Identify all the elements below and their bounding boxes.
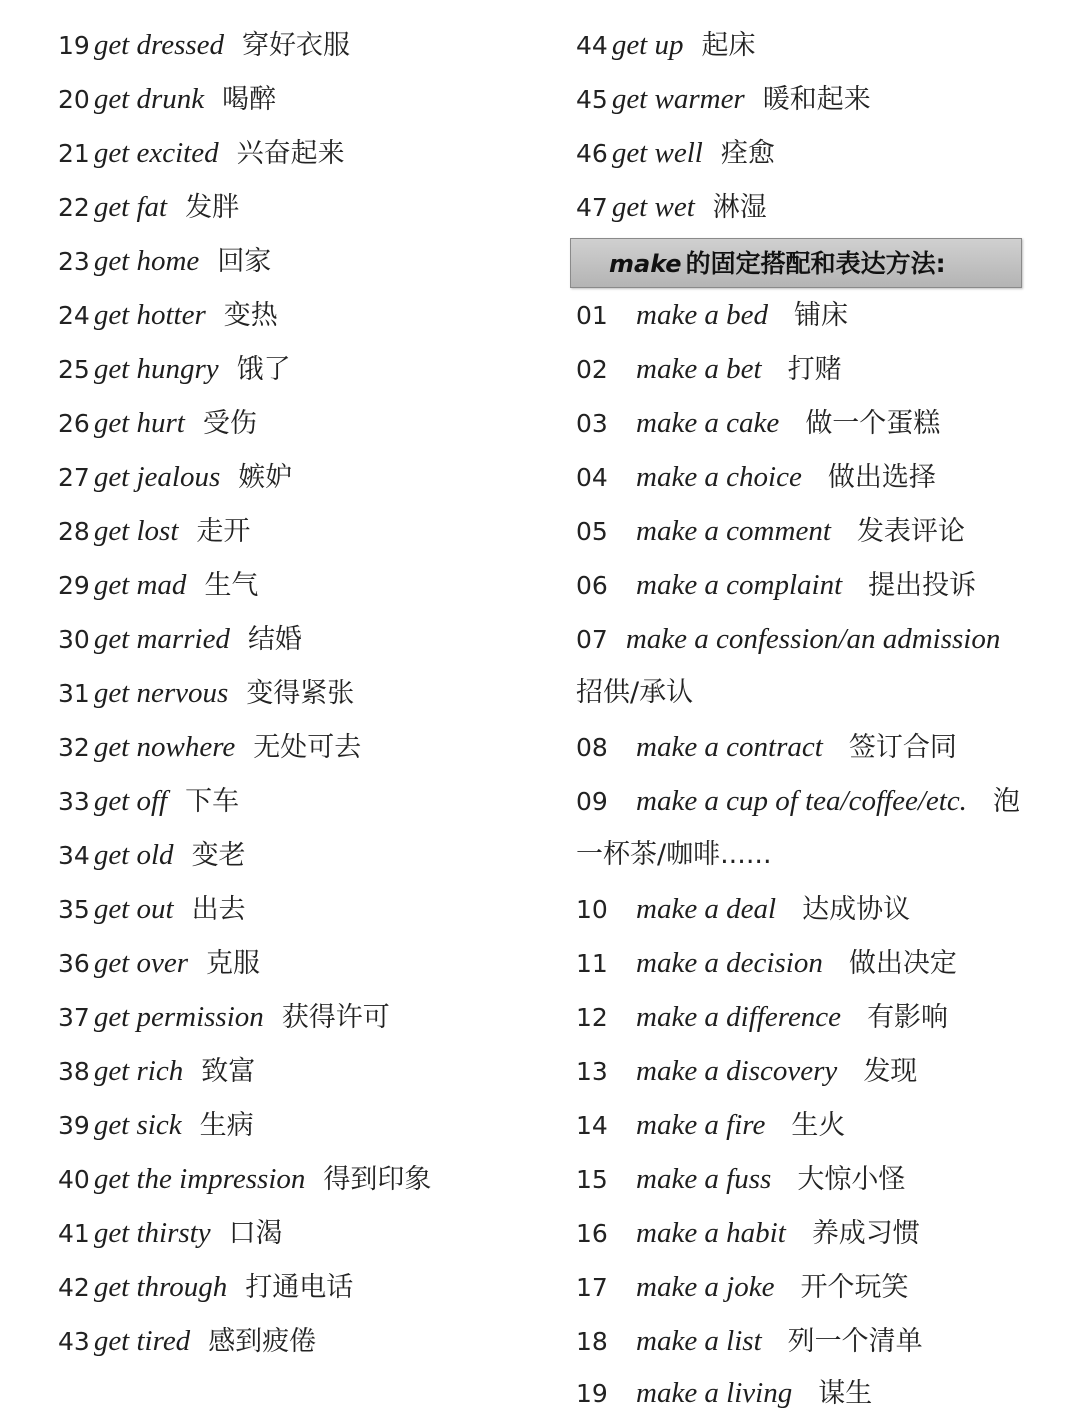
- item-translation: 得到印象: [323, 1164, 432, 1195]
- item-phrase: get mad: [93, 569, 187, 601]
- item-phrase: get out: [93, 893, 174, 925]
- item-number: 10: [576, 895, 608, 924]
- item-number: 43: [58, 1327, 90, 1356]
- item-translation: 谋生: [818, 1378, 873, 1409]
- item-translation: 走开: [196, 516, 251, 547]
- list-item: [58, 450, 292, 504]
- list-item: [576, 1152, 905, 1206]
- item-number: 08: [576, 733, 608, 762]
- item-number: 47: [576, 193, 608, 222]
- item-translation: 获得许可: [281, 1002, 390, 1033]
- list-item: [576, 450, 936, 504]
- item-translation: 提出投诉: [868, 570, 977, 601]
- item-number: 02: [576, 355, 608, 384]
- item-phrase: make a choice: [636, 461, 802, 493]
- item-number: 22: [58, 193, 90, 222]
- item-translation: 签订合同: [848, 732, 957, 763]
- item-phrase: get hungry: [93, 353, 219, 385]
- list-item: [576, 1206, 920, 1260]
- item-phrase: get over: [93, 947, 189, 979]
- item-number: 32: [58, 733, 90, 762]
- list-item: [58, 774, 239, 828]
- item-phrase: get dressed: [93, 29, 225, 61]
- item-number: 16: [576, 1219, 608, 1248]
- item-continuation: [576, 828, 772, 882]
- list-item: [576, 1044, 917, 1098]
- list-item: [58, 504, 250, 558]
- item-translation: 打赌: [787, 354, 842, 385]
- item-phrase: make a contract: [636, 731, 823, 763]
- list-item: [58, 558, 258, 612]
- item-phrase: make a fuss: [636, 1163, 772, 1195]
- item-translation: 养成习惯: [811, 1218, 920, 1249]
- item-phrase: make a complaint: [636, 569, 843, 601]
- list-item: [58, 612, 302, 666]
- list-item: [576, 1314, 923, 1368]
- item-number: 13: [576, 1057, 608, 1086]
- item-number: 41: [58, 1219, 90, 1248]
- item-translation: 无处可去: [253, 732, 362, 763]
- list-item: [576, 720, 957, 774]
- item-number: 04: [576, 463, 608, 492]
- item-phrase: get nervous: [93, 677, 229, 709]
- item-phrase: get hotter: [93, 299, 206, 331]
- item-number: 05: [576, 517, 608, 546]
- list-item: [576, 126, 775, 180]
- list-item: [58, 288, 278, 342]
- list-item: [58, 1098, 254, 1152]
- item-number: 12: [576, 1003, 608, 1032]
- item-phrase: get thirsty: [93, 1217, 211, 1249]
- item-translation: 口渴: [228, 1218, 283, 1249]
- item-phrase: get up: [611, 29, 684, 61]
- item-translation: 暖和起来: [762, 84, 871, 115]
- item-translation: 穿好衣服: [242, 30, 351, 61]
- list-item: [576, 180, 767, 234]
- item-phrase: get tired: [93, 1325, 191, 1357]
- item-translation: 起床: [701, 30, 756, 61]
- section-keyword: make: [609, 250, 682, 278]
- list-item: [58, 1260, 353, 1314]
- item-translation: 列一个清单: [787, 1326, 923, 1357]
- item-number: 31: [58, 679, 90, 708]
- item-translation: 饿了: [236, 354, 291, 385]
- item-number: 18: [576, 1327, 608, 1356]
- item-phrase: get off: [93, 785, 168, 817]
- item-phrase: get sick: [93, 1109, 182, 1141]
- item-number: 01: [576, 301, 608, 330]
- item-number: 46: [576, 139, 608, 168]
- item-translation: 克服: [206, 948, 261, 979]
- list-item: [58, 180, 239, 234]
- item-translation: 淋湿: [712, 192, 767, 223]
- item-number: 28: [58, 517, 90, 546]
- item-number: 29: [58, 571, 90, 600]
- item-number: 35: [58, 895, 90, 924]
- item-number: 23: [58, 247, 90, 276]
- item-phrase: get jealous: [93, 461, 221, 493]
- list-item: [576, 990, 948, 1044]
- item-number: 38: [58, 1057, 90, 1086]
- item-number: 42: [58, 1273, 90, 1302]
- list-item: [58, 396, 257, 450]
- item-translation: 喝醉: [222, 84, 277, 115]
- list-item: [576, 882, 910, 936]
- item-translation: 大惊小怪: [797, 1164, 906, 1195]
- list-item: [58, 1044, 255, 1098]
- list-item: [58, 882, 246, 936]
- section-title: 的固定搭配和表达方法:: [685, 249, 946, 278]
- list-item: [576, 1098, 845, 1152]
- item-translation-continuation: 一杯茶/咖啡......: [576, 839, 772, 870]
- list-item: [576, 1260, 909, 1314]
- item-number: 27: [58, 463, 90, 492]
- list-item: [58, 666, 354, 720]
- item-number: 39: [58, 1111, 90, 1140]
- item-continuation: [576, 666, 693, 720]
- item-translation: 生气: [204, 570, 259, 601]
- list-item: [58, 720, 361, 774]
- list-item: [58, 342, 291, 396]
- item-number: 37: [58, 1003, 90, 1032]
- item-phrase: get through: [93, 1271, 228, 1303]
- item-translation: 生病: [199, 1110, 254, 1141]
- item-phrase: make a bed: [636, 299, 769, 331]
- item-phrase: get warmer: [611, 83, 745, 115]
- list-item: [576, 774, 1020, 828]
- item-phrase: get excited: [93, 137, 219, 169]
- item-translation: 打通电话: [245, 1272, 354, 1303]
- list-item: [576, 18, 756, 72]
- item-phrase: make a discovery: [636, 1055, 838, 1087]
- item-number: 34: [58, 841, 90, 870]
- item-number: 26: [58, 409, 90, 438]
- item-translation: 下车: [185, 786, 240, 817]
- item-translation: 变老: [191, 840, 246, 871]
- item-translation: 达成协议: [802, 894, 911, 925]
- item-phrase: make a difference: [636, 1001, 842, 1033]
- list-item: [576, 396, 940, 450]
- item-number: 24: [58, 301, 90, 330]
- list-item: [576, 504, 965, 558]
- item-translation: 发现: [863, 1056, 918, 1087]
- list-item: [58, 234, 271, 288]
- list-item: [58, 828, 246, 882]
- item-number: 33: [58, 787, 90, 816]
- item-translation: 变热: [223, 300, 278, 331]
- item-translation: 做出选择: [827, 462, 936, 493]
- item-phrase: get hurt: [93, 407, 185, 439]
- item-phrase: make a living: [636, 1377, 793, 1409]
- item-translation: 结婚: [247, 624, 302, 655]
- list-item: [576, 342, 842, 396]
- item-number: 19: [576, 1379, 608, 1408]
- item-phrase: make a deal: [636, 893, 777, 925]
- item-translation: 开个玩笑: [800, 1272, 909, 1303]
- list-item: [576, 288, 848, 342]
- item-translation: 泡: [992, 786, 1020, 817]
- item-number: 17: [576, 1273, 608, 1302]
- list-item: [576, 612, 1000, 666]
- item-number: 19: [58, 31, 90, 60]
- item-translation: 发胖: [185, 192, 240, 223]
- item-phrase: make a cake: [636, 407, 780, 439]
- item-number: 20: [58, 85, 90, 114]
- item-phrase: make a list: [636, 1325, 762, 1357]
- item-translation: 招供/承认: [576, 677, 694, 708]
- item-translation: 生火: [791, 1110, 846, 1141]
- list-item: [58, 126, 345, 180]
- item-translation: 痊愈: [720, 138, 775, 169]
- item-number: 14: [576, 1111, 608, 1140]
- item-translation: 变得紧张: [246, 678, 355, 709]
- item-phrase: make a confession/an admission: [625, 623, 1001, 655]
- list-item: [58, 936, 260, 990]
- item-phrase: make a comment: [636, 515, 831, 547]
- item-phrase: get nowhere: [93, 731, 236, 763]
- item-phrase: get well: [611, 137, 703, 169]
- item-number: 44: [576, 31, 608, 60]
- item-translation: 做出决定: [848, 948, 957, 979]
- item-number: 11: [576, 949, 608, 978]
- item-number: 07: [576, 625, 608, 654]
- item-translation: 有影响: [867, 1002, 949, 1033]
- list-item: [576, 936, 957, 990]
- item-phrase: make a fire: [636, 1109, 766, 1141]
- item-translation: 兴奋起来: [236, 138, 345, 169]
- list-item: [58, 990, 390, 1044]
- item-number: 21: [58, 139, 90, 168]
- item-phrase: get the impression: [93, 1163, 306, 1195]
- item-translation: 回家: [217, 246, 272, 277]
- item-phrase: get lost: [93, 515, 179, 547]
- item-number: 09: [576, 787, 608, 816]
- list-item: [576, 1366, 872, 1420]
- section-header: [570, 238, 1022, 288]
- item-phrase: get home: [93, 245, 200, 277]
- list-item: [58, 72, 276, 126]
- item-translation: 嫉妒: [238, 462, 293, 493]
- list-item: [58, 1152, 431, 1206]
- item-phrase: make a joke: [636, 1271, 775, 1303]
- item-translation: 做一个蛋糕: [805, 408, 941, 439]
- item-number: 40: [58, 1165, 90, 1194]
- item-number: 06: [576, 571, 608, 600]
- item-translation: 致富: [201, 1056, 256, 1087]
- item-number: 25: [58, 355, 90, 384]
- item-phrase: make a habit: [636, 1217, 786, 1249]
- list-item: [58, 1206, 283, 1260]
- item-translation: 发表评论: [856, 516, 965, 547]
- item-translation: 铺床: [794, 300, 849, 331]
- item-phrase: get old: [93, 839, 174, 871]
- item-phrase: get wet: [611, 191, 695, 223]
- item-translation: 出去: [191, 894, 246, 925]
- item-translation: 感到疲倦: [208, 1326, 317, 1357]
- item-number: 30: [58, 625, 90, 654]
- item-phrase: make a cup of tea/coffee/etc.: [636, 785, 967, 817]
- item-phrase: get married: [93, 623, 230, 655]
- item-number: 36: [58, 949, 90, 978]
- item-phrase: get rich: [93, 1055, 184, 1087]
- item-phrase: get permission: [93, 1001, 264, 1033]
- item-number: 03: [576, 409, 608, 438]
- item-translation: 受伤: [202, 408, 257, 439]
- item-phrase: get fat: [93, 191, 168, 223]
- item-phrase: get drunk: [93, 83, 205, 115]
- list-item: [58, 18, 350, 72]
- item-number: 45: [576, 85, 608, 114]
- list-item: [576, 558, 976, 612]
- item-phrase: make a bet: [636, 353, 762, 385]
- list-item: [576, 72, 871, 126]
- item-number: 15: [576, 1165, 608, 1194]
- list-item: [58, 1314, 316, 1368]
- item-phrase: make a decision: [636, 947, 823, 979]
